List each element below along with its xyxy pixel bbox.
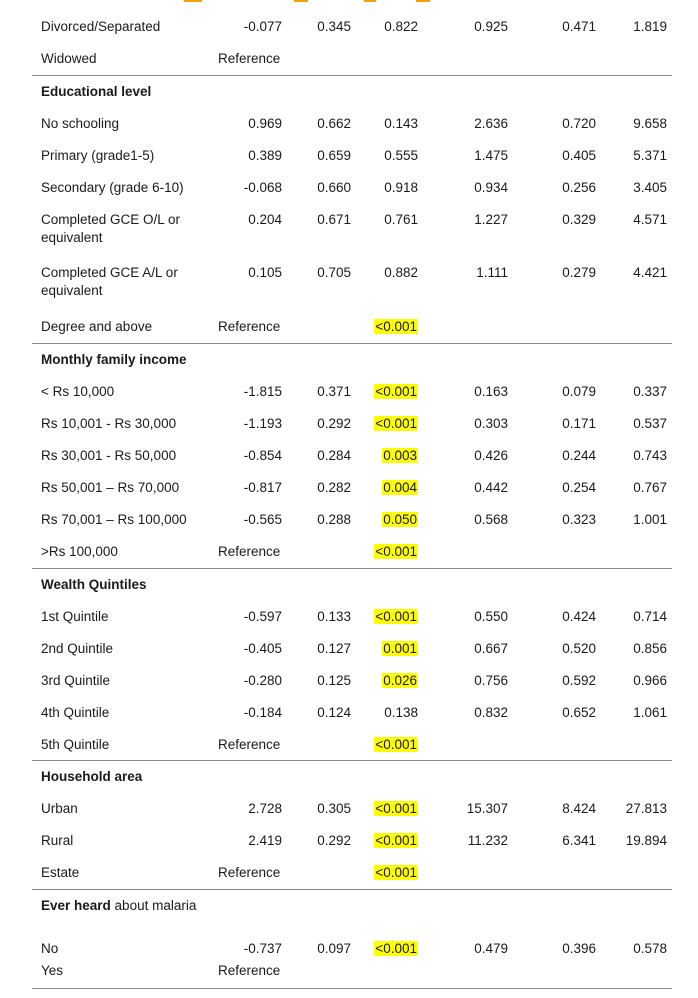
row-label: Completed GCE A/L or equivalent	[41, 265, 178, 298]
ci-upper-cell: 1.001	[633, 512, 667, 527]
std-error-cell: 0.288	[317, 512, 351, 527]
ci-lower-cell: 0.329	[562, 212, 596, 227]
row-label: >Rs 100,000	[41, 544, 118, 559]
ci-upper-cell: 0.966	[633, 673, 667, 688]
ci-lower-cell: 0.592	[562, 673, 596, 688]
p-value-cell: 0.882	[384, 265, 418, 280]
p-value-cell: 0.761	[384, 212, 418, 227]
ci-upper-cell: 19.894	[625, 833, 667, 848]
std-error-cell: 0.282	[317, 480, 351, 495]
p-value-cell: 0.026	[383, 673, 417, 688]
row-label: Estate	[41, 865, 80, 880]
reference-label: Reference	[218, 865, 281, 880]
p-value-cell: 0.004	[383, 480, 417, 495]
p-value-cell: 0.918	[384, 180, 418, 195]
odds-ratio-cell: 0.756	[474, 673, 508, 688]
ci-lower-cell: 8.424	[562, 801, 596, 816]
odds-ratio-cell: 0.667	[474, 641, 508, 656]
odds-ratio-cell: 1.475	[474, 148, 508, 163]
row-label: Rs 50,001 – Rs 70,000	[41, 480, 180, 495]
odds-ratio-cell: 1.111	[476, 265, 508, 280]
ci-lower-cell: 0.520	[562, 641, 596, 656]
section-divider	[32, 889, 672, 890]
row-label: 2nd Quintile	[41, 641, 114, 656]
p-value-cell: <0.001	[375, 737, 417, 752]
ci-lower-cell: 0.323	[562, 512, 596, 527]
odds-ratio-cell: 0.163	[474, 384, 508, 399]
row-label: Urban	[41, 801, 78, 816]
coefficient-cell: -0.597	[243, 609, 282, 624]
ci-lower-cell: 0.256	[562, 180, 596, 195]
ci-upper-cell: 9.658	[633, 116, 667, 131]
odds-ratio-cell: 15.307	[466, 801, 508, 816]
coefficient-cell: -1.193	[243, 416, 282, 431]
std-error-cell: 0.671	[317, 212, 351, 227]
coefficient-cell: 2.728	[248, 801, 282, 816]
coefficient-cell: -1.815	[243, 384, 282, 399]
ci-upper-cell: 4.571	[633, 212, 667, 227]
coefficient-cell: -0.405	[243, 641, 282, 656]
coefficient-cell: 0.105	[248, 265, 282, 280]
coefficient-cell: 0.969	[248, 116, 282, 131]
ci-upper-cell: 0.767	[633, 480, 667, 495]
ci-lower-cell: 6.341	[562, 833, 596, 848]
ci-upper-cell: 0.578	[633, 941, 667, 956]
odds-ratio-cell: 11.232	[467, 833, 508, 848]
section-divider	[32, 343, 672, 344]
coefficient-cell: -0.184	[243, 705, 282, 720]
coefficient-cell: -0.565	[243, 512, 282, 527]
section-divider	[32, 75, 672, 76]
row-label: Secondary (grade 6-10)	[41, 180, 184, 195]
reference-label: Reference	[218, 737, 281, 752]
ci-lower-cell: 0.405	[562, 148, 596, 163]
ci-upper-cell: 0.714	[633, 609, 667, 624]
row-label: Yes	[41, 963, 64, 978]
ci-lower-cell: 0.720	[562, 116, 596, 131]
p-value-cell: 0.001	[383, 641, 417, 656]
coefficient-cell: 0.389	[248, 148, 282, 163]
ci-lower-cell: 0.079	[562, 384, 596, 399]
section-title: Wealth Quintiles	[41, 577, 147, 592]
ci-lower-cell: 0.396	[562, 941, 596, 956]
section-divider	[32, 760, 672, 761]
std-error-cell: 0.124	[317, 705, 351, 720]
coefficient-cell: -0.280	[243, 673, 282, 688]
odds-ratio-cell: 0.479	[474, 941, 508, 956]
std-error-cell: 0.284	[317, 448, 351, 463]
coefficient-cell: -0.737	[243, 941, 282, 956]
ci-upper-cell: 27.813	[625, 801, 667, 816]
reference-label: Reference	[218, 51, 281, 66]
row-label: 3rd Quintile	[41, 673, 111, 688]
ci-upper-cell: 0.337	[633, 384, 667, 399]
row-label: Rural	[41, 833, 74, 848]
ci-upper-cell: 3.405	[633, 180, 667, 195]
std-error-cell: 0.371	[317, 384, 351, 399]
row-label: No schooling	[41, 116, 120, 131]
section-title: Ever heard about malaria	[41, 898, 197, 913]
row-label: 1st Quintile	[41, 609, 109, 624]
reference-label: Reference	[218, 963, 281, 978]
p-value-cell: <0.001	[375, 319, 417, 334]
odds-ratio-cell: 0.934	[474, 180, 508, 195]
p-value-cell: 0.138	[384, 705, 418, 720]
odds-ratio-cell: 0.550	[474, 609, 508, 624]
odds-ratio-cell: 0.303	[474, 416, 508, 431]
ci-upper-cell: 0.743	[633, 448, 667, 463]
coefficient-cell: 2.419	[248, 833, 282, 848]
std-error-cell: 0.292	[317, 833, 351, 848]
section-title: Monthly family income	[41, 352, 187, 367]
row-label: Rs 70,001 – Rs 100,000	[41, 512, 187, 527]
row-label: No	[41, 941, 59, 956]
row-label: Rs 10,001 - Rs 30,000	[41, 416, 177, 431]
ci-lower-cell: 0.171	[562, 416, 596, 431]
coefficient-cell: -0.068	[243, 180, 282, 195]
ci-upper-cell: 0.537	[633, 416, 667, 431]
top-cut-marks	[32, 0, 672, 3]
std-error-cell: 0.292	[317, 416, 351, 431]
p-value-cell: 0.003	[383, 448, 417, 463]
row-label: 4th Quintile	[41, 705, 110, 720]
row-label: Primary (grade1-5)	[41, 148, 155, 163]
coefficient-cell: -0.077	[243, 19, 282, 34]
ci-lower-cell: 0.244	[562, 448, 596, 463]
coefficient-cell: 0.204	[248, 212, 282, 227]
row-label: 5th Quintile	[41, 737, 110, 752]
std-error-cell: 0.305	[317, 801, 351, 816]
std-error-cell: 0.097	[317, 941, 351, 956]
odds-ratio-cell: 1.227	[474, 212, 508, 227]
ci-lower-cell: 0.279	[562, 265, 596, 280]
section-divider	[32, 988, 672, 989]
std-error-cell: 0.660	[317, 180, 351, 195]
row-label: Rs 30,001 - Rs 50,000	[41, 448, 177, 463]
p-value-cell: 0.050	[383, 512, 417, 527]
p-value-cell: <0.001	[375, 609, 417, 624]
odds-ratio-cell: 0.442	[474, 480, 508, 495]
p-value-cell: <0.001	[375, 801, 417, 816]
p-value-cell: <0.001	[375, 384, 417, 399]
p-value-cell: 0.143	[384, 116, 418, 131]
ci-lower-cell: 0.471	[562, 19, 596, 34]
p-value-cell: 0.822	[384, 19, 418, 34]
row-label: Completed GCE O/L or equivalent	[41, 212, 181, 245]
reference-label: Reference	[218, 544, 281, 559]
row-label: Degree and above	[41, 319, 153, 334]
ci-upper-cell: 1.819	[633, 19, 667, 34]
std-error-cell: 0.662	[317, 116, 351, 131]
ci-upper-cell: 0.856	[633, 641, 667, 656]
row-label: < Rs 10,000	[41, 384, 115, 399]
odds-ratio-cell: 0.925	[474, 19, 508, 34]
ci-lower-cell: 0.254	[562, 480, 596, 495]
section-title: Household area	[41, 769, 143, 784]
ci-lower-cell: 0.652	[562, 705, 596, 720]
row-label: Divorced/Separated	[41, 19, 161, 34]
row-label: Widowed	[41, 51, 97, 66]
odds-ratio-cell: 2.636	[474, 116, 508, 131]
p-value-cell: <0.001	[375, 941, 417, 956]
reference-label: Reference	[218, 319, 281, 334]
section-title: Educational level	[41, 84, 152, 99]
std-error-cell: 0.133	[317, 609, 351, 624]
p-value-cell: <0.001	[375, 865, 417, 880]
p-value-cell: <0.001	[375, 544, 417, 559]
std-error-cell: 0.705	[317, 265, 351, 280]
coefficient-cell: -0.817	[243, 480, 282, 495]
odds-ratio-cell: 0.426	[474, 448, 508, 463]
ci-lower-cell: 0.424	[562, 609, 596, 624]
std-error-cell: 0.345	[317, 19, 351, 34]
coefficient-cell: -0.854	[243, 448, 282, 463]
section-divider	[32, 568, 672, 569]
std-error-cell: 0.125	[317, 673, 351, 688]
p-value-cell: 0.555	[384, 148, 418, 163]
std-error-cell: 0.127	[317, 641, 351, 656]
odds-ratio-cell: 0.568	[474, 512, 508, 527]
odds-ratio-cell: 0.832	[474, 705, 508, 720]
ci-upper-cell: 5.371	[633, 148, 667, 163]
p-value-cell: <0.001	[375, 833, 417, 848]
ci-upper-cell: 1.061	[633, 705, 667, 720]
ci-upper-cell: 4.421	[633, 265, 667, 280]
p-value-cell: <0.001	[375, 416, 417, 431]
std-error-cell: 0.659	[317, 148, 351, 163]
